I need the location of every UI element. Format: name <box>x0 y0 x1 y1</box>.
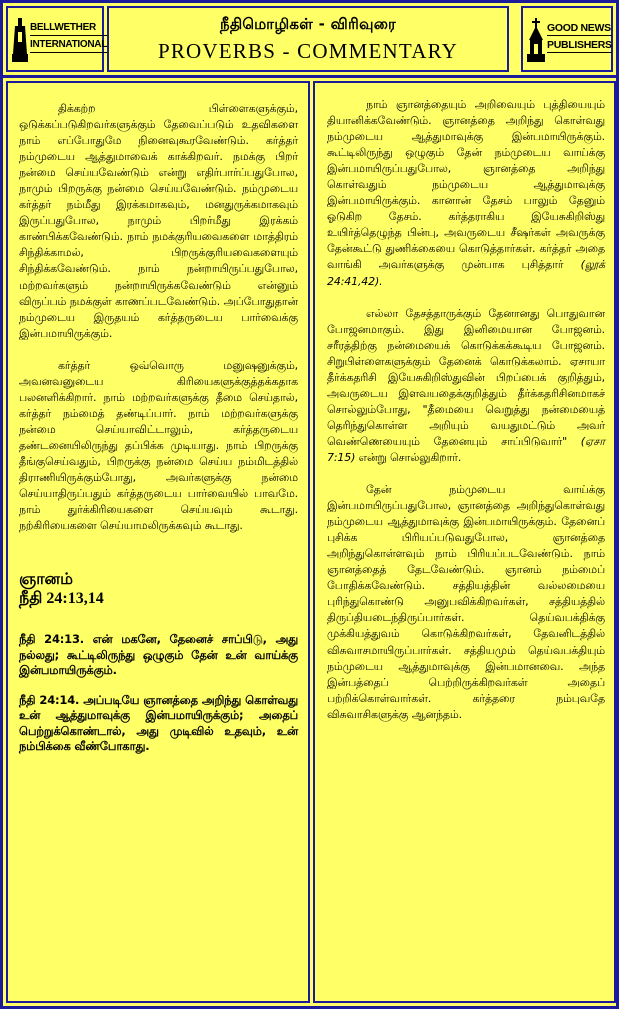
verse-24-14: நீதி 24:14. அப்படியே ஞானத்தை அறிந்து கொள்வது உன் ஆத்துமாவுக்கு இன்பமாயிருக்கும்; அதைப் பெற்றுக்கொண்டால், அது முடிவில் உதவும், உன் நம்பிக்கை வீண்போகாது. <box>19 692 298 754</box>
bellwether-logo-text <box>30 22 107 56</box>
right-paragraph-2-end: என்று சொல்லுகிறார். <box>358 450 462 464</box>
page-title-box <box>107 6 509 72</box>
left-paragraph-1: திக்கற்ற பிள்ளைகளுக்கும், ஒடுக்கப்படுகிறவர்களுக்கும் தேவைப்படும் உதவிகளை நாம் எப்போதுமே நினைவுகூரவேண்டும். கர்த்தர் நம்முடைய ஆத்துமாவைக் காக்கிறவர். நமக்கு பிறர் நன்மை செய்யவேண்டும் என்று எதிர்பார்ப்பதுபோல, நாமும் பிறருக்கு நன்மை செய்யவேண்டும். நம்முடைய கர்த்தர் நம்மீது இரக்கமாகவும், மனதுருக்கமாகவும் இருப்பதுபோல, நாமும் பிறர்மீது இரக்கம் காண்பிக்கவேண்டும். நாம் நமக்குரியவைகளை மாத்திரம் சிந்திக்காமல், பிறருக்குரியவைகளையும் சிந்திக்கவேண்டும். நாம் நன்றாயிருப்பதுபோல, மற்றவர்களும் நன்றாயிருக்கவேண்டும் என்னும் விருப்பம் நமக்குள் காணப்படவேண்டும். அப்போதுதான் நம்முடைய இருதயம் கர்த்தருடைய பார்வைக்கு இன்பமாயிருக்கும். <box>19 102 298 340</box>
church-bell-icon <box>12 18 28 62</box>
right-paragraph-2 <box>327 306 605 466</box>
page-title-english: PROVERBS - COMMENTARY <box>157 39 459 63</box>
right-paragraph-1 <box>327 97 605 290</box>
right-paragraph-1-reference: (லூக் 24:41,42). <box>327 258 605 288</box>
church-spire-icon <box>527 18 545 62</box>
good-news-line1: GOOD NEWS <box>547 22 611 34</box>
right-paragraph-2-text: எல்லா தேசத்தாருக்கும் தேனானது பொதுவான போஜனமாகும். இது இனிமையான போஜனம். சரீரத்திற்கு நன்மையைக் கொடுக்கக்கூடிய போஜனம். சிறுபிள்ளைகளுக்கும் தேனைக் கொடுக்கலாம். ஏசாயா தீர்க்கதரிசி இயேசுகிறிஸ்துவின் பிறப்பைக் குறித்தும், அவருடைய இளவயதைக்குறித்தும் தீர்க்கதரிசினமாகச் சொல்லும்போது, "தீமையை வெறுத்து நன்மையைத் தெரிந்துகொள்ள அறியும் வயதுமட்டும் அவர் வெண்ணெயையும் தேனையும் சாப்பிடுவார்" <box>327 306 605 448</box>
left-paragraph-2: கர்த்தர் ஒவ்வொரு மனுஷனுக்கும், அவனவனுடைய கிரியைகளுக்குத்தக்கதாக பலனளிக்கிறார். நாம் மற்றவர்களுக்கு தீமை செய்தால், கர்த்தர் நம்மைத் தண்டிப்பார். நாம் மற்றவர்களுக்கு நன்மை செய்யாவிட்டாலும், கர்த்தருடைய தண்டனையிலிருந்து தப்பிக்க முடியாது. நாம் பிறருக்கு தீங்குசெய்வதும், பிறருக்கு நன்மை செய்ய நம்மிடத்தில் திராணியிருக்கும்போது, அவர்களுக்கு நன்மை செய்யாதிருப்பதும் கர்த்தருடைய பார்வையில் பாவமே. நாம் துர்க்கிரியைகளை செய்யவும் கூடாது. நற்கிரியைகளை செய்யாமலிருக்கவும் கூடாது. <box>19 358 298 533</box>
bellwether-line2: INTERNATIONAL <box>30 39 107 53</box>
bellwether-logo <box>6 6 108 72</box>
section-title: ஞானம் <box>19 571 73 589</box>
good-news-logo-text <box>547 22 612 56</box>
left-column <box>6 81 310 1003</box>
right-paragraph-3: தேன் நம்முடைய வாய்க்கு இன்பமாயிருப்பதுபோல, ஞானத்தை அறிந்துகொள்வது நம்முடைய ஆத்துமாவுக்கு இன்பமாயிருக்கும். தேனைப் புசிக்க பிரியப்படுவதுபோல, ஞானத்தை அறிந்துகொள்ளவும் நாம் பிரியப்படவேண்டும். நாம் ஞானத்தைத் தேடவேண்டும். ஞானம் நம்மைப் போதிக்கவேண்டும். சத்தியத்தின் வல்லமையை புரிந்துகொண்டு அனுபவிக்கிறவர்கள், சத்தியத்தில் திருப்தியடைந்திருப்பார்கள். தெய்வபக்திக்கு முக்கியத்துவம் கொடுக்கிறவர்கள், தேவனிடத்தில் விசுவாசமாயிருப்பார்கள். சத்தியமும் தெய்வபக்தியும் நம்முடைய ஆத்துமாவுக்கு இன்பமானவை. அந்த இன்பத்தைப் பெற்றிருக்கிறவர்கள் அதைப் பற்றிக்கொள்வார்கள். கர்த்தரை நம்புவதே விசுவாசிகளுக்கு ஆனந்தம். <box>327 483 605 721</box>
good-news-logo <box>521 6 613 72</box>
page-title-tamil: நீதிமொழிகள் - விரிவுரை <box>219 15 397 33</box>
right-paragraph-2-reference: (ஏசா 7:15) <box>327 434 605 464</box>
right-paragraph-1-text: நாம் ஞானத்தையும் அறிவையும் புத்தியையும் தியானிக்கவேண்டும். ஞானத்தை அறிந்து கொள்வது நம்முடைய ஆத்துமாவுக்கு இன்பமாயிருக்கும். கூட்டிலிருந்து ஒழுகும் தேன் நம்முடைய வாய்க்கு இன்பமாயிருப்பதுபோல, ஞானத்தை அறிந்து கொள்வதும் நம்முடைய ஆத்துமாவுக்கு இன்பமாயிருக்கும். கானான் தேசம் பாலும் தேனும் ஓடுகிற தேசம். கர்த்தராகிய இயேசுகிறிஸ்து உயிர்த்தெழுந்த பின்பு, அவருடைய சீஷர்கள் அவருக்கு தேன்கூட்டு துணிக்கையை கொடுத்தார்கள். கர்த்தர் அதை வாங்கி அவர்களுக்கு முன்பாக புசித்தார் <box>327 98 605 272</box>
good-news-line2: PUBLISHERS <box>547 39 612 51</box>
right-column <box>313 81 616 1003</box>
header <box>3 3 616 78</box>
bellwether-line1: BELLWETHER <box>30 22 107 36</box>
section-reference: நீதி 24:13,14 <box>19 590 104 608</box>
verse-24-13: நீதி 24:13. என் மகனே, தேனைச் சாப்பிடு, அது நல்லது; கூட்டிலிருந்து ஒழுகும் தேன் உன் வாய்க்கு இன்பமாயிருக்கும். <box>19 632 298 678</box>
